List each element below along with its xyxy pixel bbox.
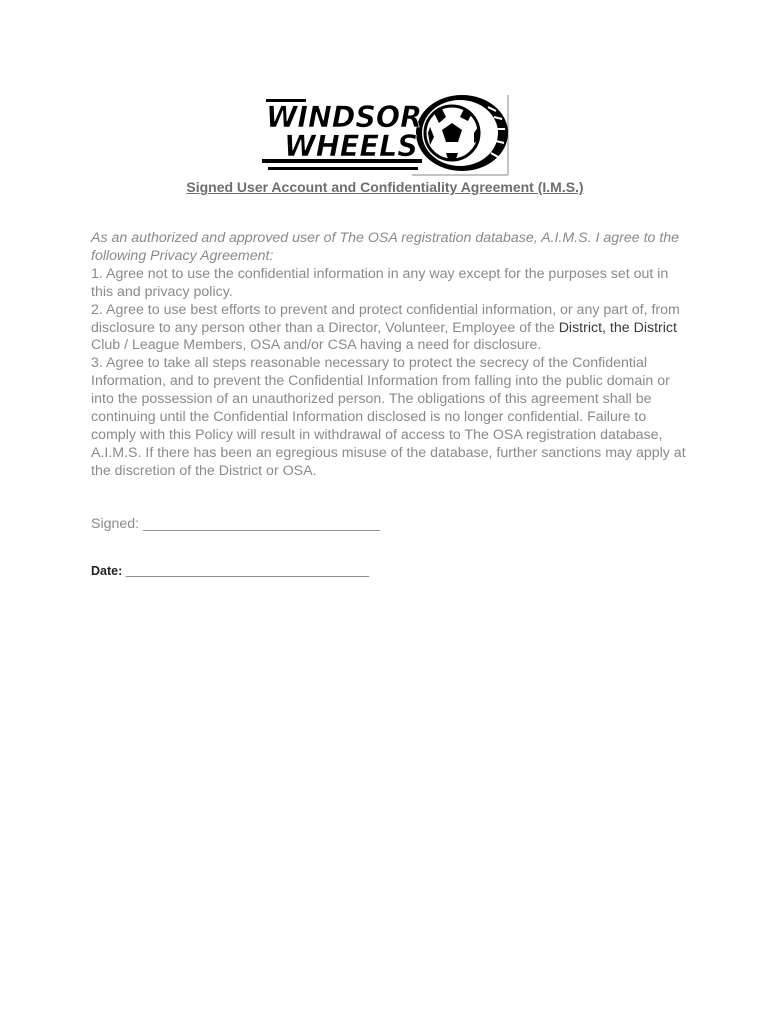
agreement-item-3: 3. Agree to take all steps reasonable necessary to protect the secrecy of the Confidential Information, and to prevent the Confidential Information from falling into the public domain or into the possession of an unauthorized person. The obligations of this agreement shall be continuing until the Confidential Information disclosed is no longer confidential. Failure to comply with this Policy will result in withdrawal of access to The OSA registration database, A.I.M.S. If there has been an egregious misuse of the database, further sanctions may apply at the discretion of the District or OSA. <box>91 355 686 479</box>
intro-paragraph: As an authorized and approved user of The OSA registration database, A.I.M.S. I agree to the following Privacy Agreement: <box>91 230 680 264</box>
logo-line1: WINDSOR <box>266 100 422 134</box>
agreement-body <box>91 230 691 481</box>
item-2-text-b: Club / League Members, OSA and/or CSA having a need for disclosure. <box>91 337 542 354</box>
signed-line[interactable]: Signed: ______________________________ <box>91 516 380 532</box>
agreement-item-1: 1. Agree not to use the confidential information in any way except for the purposes set out in this and privacy policy. <box>91 265 669 300</box>
item-2-district-text: District, the District <box>558 319 677 336</box>
agreement-item-2 <box>91 302 691 356</box>
windsor-wheels-logo <box>262 93 510 177</box>
soccer-ball-wheel-icon <box>416 95 508 171</box>
item-2-text-a: 2. Agree to use best efforts to prevent and protect confidential information, or any part of, from disclosure to any person other than a Director, Volunteer, Employee of the <box>91 301 680 336</box>
logo-line2: WHEELS <box>284 129 418 163</box>
document-title: Signed User Account and Confidentiality Agreement (I.M.S.) <box>186 179 584 195</box>
date-line[interactable]: Date: ___________________________________ <box>91 564 370 578</box>
